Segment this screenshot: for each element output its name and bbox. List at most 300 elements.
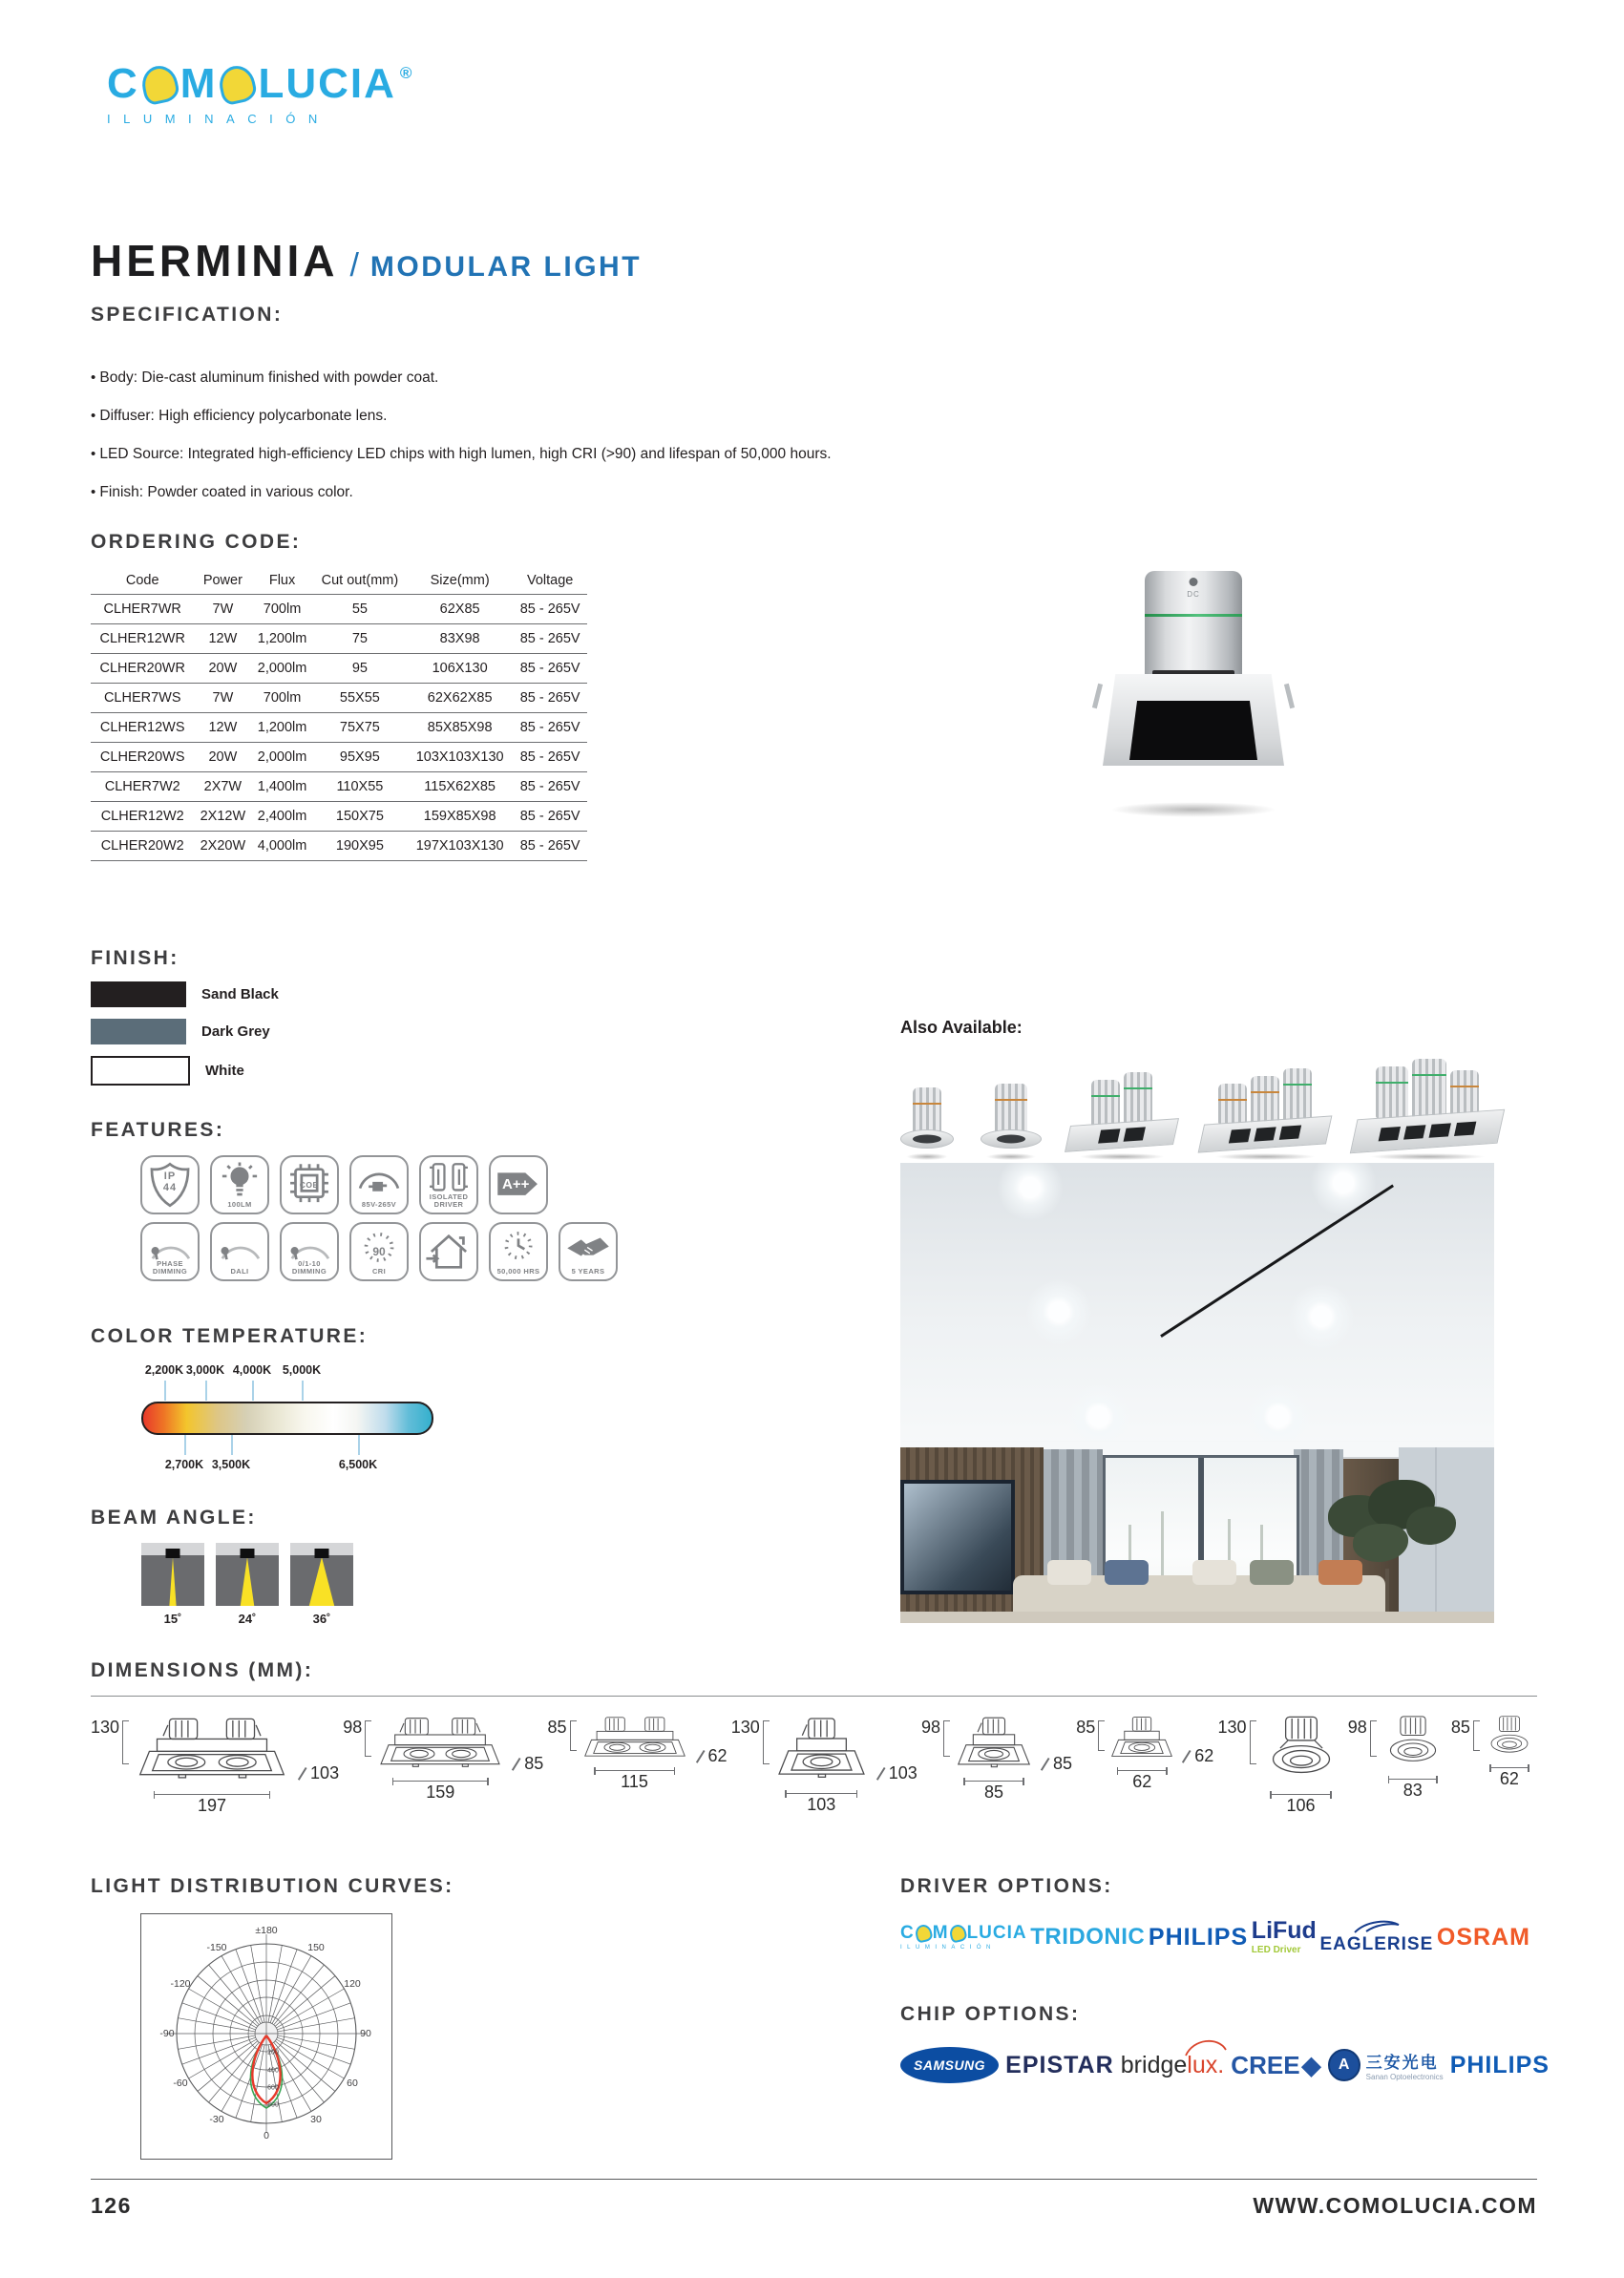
logo-o-icon xyxy=(948,1923,967,1943)
beam-angle-heading: BEAM ANGLE: xyxy=(91,1507,257,1529)
beam-angle-24 xyxy=(216,1543,279,1626)
height-bracket xyxy=(1098,1720,1105,1751)
finish-label: White xyxy=(205,1063,244,1079)
dim-width: 115 xyxy=(621,1772,648,1791)
height-bracket xyxy=(122,1720,129,1764)
thumb-shadow xyxy=(1079,1153,1165,1160)
dimensions-section xyxy=(91,1659,1537,1816)
feature-label: DALI xyxy=(230,1267,249,1276)
thumb-cylinder xyxy=(1283,1068,1312,1124)
thumb-cylinder xyxy=(995,1084,1027,1133)
cell-flux: 2,000lm xyxy=(251,743,313,772)
table-row xyxy=(91,743,587,772)
specification-heading: SPECIFICATION: xyxy=(91,304,284,326)
dimension-diagram-single-medium xyxy=(921,1714,1072,1803)
thumb-cylinder xyxy=(1091,1080,1120,1126)
cell-cutout: 190X95 xyxy=(313,832,407,861)
width-bracket xyxy=(1270,1794,1332,1795)
polar-grid xyxy=(148,1921,385,2152)
polar-ring-label: 800 xyxy=(267,2101,279,2109)
dimension-diagram-round-small xyxy=(1451,1714,1537,1789)
cell-power: 12W xyxy=(194,713,251,743)
beam-diagram xyxy=(216,1543,279,1606)
thumb-opening xyxy=(1429,1123,1451,1137)
product-marking: DC xyxy=(1187,590,1200,599)
dim-width: 197 xyxy=(198,1796,227,1815)
height-bracket xyxy=(570,1720,577,1751)
also-available-label: Also Available: xyxy=(900,1018,1023,1037)
fixture-drawing xyxy=(1107,1714,1177,1768)
table-row xyxy=(91,595,587,624)
width-bracket xyxy=(1489,1767,1529,1768)
cell-code: CLHER12WR xyxy=(91,624,194,654)
cell-code: CLHER7W2 xyxy=(91,772,194,802)
swatch-white xyxy=(91,1056,190,1086)
cell-power: 20W xyxy=(194,654,251,684)
cell-size: 106X130 xyxy=(407,654,513,684)
tridonic-logo: TRIDONIC xyxy=(1030,1924,1146,1950)
cell-power: 2X20W xyxy=(194,832,251,861)
thumb-opening xyxy=(1379,1127,1401,1141)
feature-label: COB xyxy=(299,1180,320,1190)
beam-angle-label: 15˚ xyxy=(163,1612,182,1626)
bridgelux-arc-icon xyxy=(1184,2036,1228,2057)
thumb-opening xyxy=(1229,1128,1251,1143)
fixture-drawing xyxy=(1258,1714,1344,1792)
product-screw xyxy=(1190,578,1198,586)
divider xyxy=(91,1696,1537,1697)
feature-label: 100LM xyxy=(227,1200,252,1209)
polar-ring-label: 400 xyxy=(267,2067,279,2075)
beam-cone xyxy=(290,1557,353,1606)
thumb-rect-trim xyxy=(1350,1109,1505,1154)
cct-tick xyxy=(184,1435,186,1455)
polar-angle-label: 30 xyxy=(310,2114,322,2125)
swatch-dark-grey xyxy=(91,1019,186,1044)
finish-option xyxy=(91,1019,279,1044)
fixture-drawing xyxy=(1482,1714,1537,1765)
cell-cutout: 75X75 xyxy=(313,713,407,743)
feature-phase-dimming xyxy=(140,1222,200,1281)
dimension-diagram-double-medium xyxy=(343,1714,543,1803)
depth-tick xyxy=(298,1767,306,1781)
width-bracket xyxy=(963,1781,1023,1782)
height-bracket xyxy=(365,1720,371,1757)
cell-code: CLHER7WS xyxy=(91,684,194,713)
polar-angle-label: 90 xyxy=(360,2028,371,2039)
polar-angle-label: 60 xyxy=(347,2078,358,2089)
logo-word: 三安光电 xyxy=(1365,2054,1439,2072)
feature-label: ISOLATED DRIVER xyxy=(429,1192,469,1209)
cree-diamond-icon: ◆ xyxy=(1301,2050,1321,2079)
light-distribution-heading: LIGHT DISTRIBUTION CURVES: xyxy=(91,1875,454,1897)
ordering-code-heading: ORDERING CODE: xyxy=(91,531,302,553)
height-bracket xyxy=(1370,1720,1377,1757)
feature-label: 5 YEARS xyxy=(571,1267,605,1276)
cct-tick xyxy=(205,1381,207,1401)
lifud-logo xyxy=(1252,1919,1317,1955)
cell-size: 83X98 xyxy=(407,624,513,654)
downlight-glow xyxy=(1024,1277,1093,1346)
spring-clip xyxy=(1092,684,1103,708)
dim-depth: 103 xyxy=(888,1763,917,1782)
cushion xyxy=(1047,1560,1091,1585)
dim-width: 103 xyxy=(807,1795,836,1814)
feature-label: PHASE DIMMING xyxy=(152,1259,188,1276)
table-row xyxy=(91,832,587,861)
beam-angle-label: 24˚ xyxy=(238,1612,257,1626)
col-voltage: Voltage xyxy=(513,567,587,595)
logo-letter: C xyxy=(107,60,139,107)
cell-power: 20W xyxy=(194,743,251,772)
swatch-sand-black xyxy=(91,981,186,1007)
plant-foliage xyxy=(1406,1507,1456,1545)
spec-item: • LED Source: Integrated high-efficiency LED chips with high lumen, high CRI (>90) and lifespan of 50,000 hours. xyxy=(91,435,950,474)
feature-warranty xyxy=(559,1222,618,1281)
dim-height: 85 xyxy=(1076,1718,1096,1737)
beam-angle-section xyxy=(91,1507,353,1626)
height-bracket xyxy=(1250,1720,1256,1764)
thumb-opening xyxy=(1124,1127,1146,1141)
feature-label: 0/1-10 DIMMING xyxy=(291,1259,327,1276)
plant-foliage xyxy=(1353,1524,1408,1562)
epistar-logo: EPISTAR xyxy=(1005,2051,1114,2078)
also-available-products xyxy=(900,1047,1511,1160)
cell-power: 2X7W xyxy=(194,772,251,802)
finish-label: Dark Grey xyxy=(201,1023,270,1040)
product-thumb-quad-module xyxy=(1355,1059,1500,1160)
feature-0-1-10-dimming xyxy=(280,1222,339,1281)
cct-label: 3,500K xyxy=(211,1458,251,1471)
logo-letter: M xyxy=(932,1923,949,1943)
application-photo xyxy=(900,1163,1494,1623)
cell-power: 12W xyxy=(194,624,251,654)
chip-options-heading: CHIP OPTIONS: xyxy=(900,2003,1081,2025)
table-row xyxy=(91,624,587,654)
table-header-row xyxy=(91,567,587,595)
fixture-drawing xyxy=(771,1714,872,1791)
feature-voltage xyxy=(349,1155,409,1214)
cell-flux: 700lm xyxy=(251,684,313,713)
dim-width: 62 xyxy=(1499,1769,1519,1788)
cell-flux: 700lm xyxy=(251,595,313,624)
cct-label: 5,000K xyxy=(282,1363,322,1377)
fixture-drawing xyxy=(131,1714,293,1792)
product-opening xyxy=(1129,701,1257,760)
dim-height: 98 xyxy=(1347,1718,1367,1737)
cct-tick xyxy=(231,1435,233,1455)
cct-tick xyxy=(252,1381,254,1401)
dim-height: 130 xyxy=(730,1718,760,1737)
cell-voltage: 85 - 265V xyxy=(513,595,587,624)
feature-label: 50,000 HRS xyxy=(496,1267,540,1276)
beam-angle-15 xyxy=(141,1543,204,1626)
thumb-cylinder xyxy=(913,1087,941,1133)
cell-voltage: 85 - 265V xyxy=(513,832,587,861)
polar-angle-label: 150 xyxy=(307,1942,325,1953)
beam-diagram xyxy=(141,1543,204,1606)
thumb-shadow xyxy=(1369,1153,1486,1160)
thumb-round-trim xyxy=(981,1129,1042,1149)
ceiling xyxy=(900,1163,1494,1449)
cct-tick xyxy=(358,1435,360,1455)
logo-letter: M xyxy=(179,60,218,107)
logo-tagline: Sanan Optoelectronics xyxy=(1365,2073,1444,2081)
fixture-drawing xyxy=(579,1714,691,1768)
spec-item: • Finish: Powder coated in various color. xyxy=(91,474,950,512)
logo-word-accent: lux. xyxy=(1187,2051,1225,2078)
cell-size: 197X103X130 xyxy=(407,832,513,861)
cct-label: 6,500K xyxy=(338,1458,378,1471)
feature-sublabel: CRI xyxy=(371,1267,387,1276)
ordering-code-section xyxy=(91,531,587,861)
width-bracket xyxy=(1388,1779,1438,1780)
cell-flux: 4,000lm xyxy=(251,832,313,861)
col-size: Size(mm) xyxy=(407,567,513,595)
depth-tick xyxy=(512,1758,520,1771)
table-row xyxy=(91,684,587,713)
thumb-shadow xyxy=(906,1153,949,1160)
finish-option xyxy=(91,1056,279,1086)
features-row-2 xyxy=(140,1222,618,1281)
samsung-logo: SAMSUNG xyxy=(900,2047,999,2083)
polar-angle-label: -90 xyxy=(159,2028,175,2039)
cct-label: 3,000K xyxy=(185,1363,225,1377)
thumb-opening xyxy=(1279,1126,1301,1140)
logo-letter: C xyxy=(900,1923,915,1943)
cell-cutout: 95 xyxy=(313,654,407,684)
downlight-glow xyxy=(1287,1282,1356,1351)
feature-cob xyxy=(280,1155,339,1214)
dim-width: 106 xyxy=(1286,1796,1316,1815)
cct-tick xyxy=(164,1381,166,1401)
width-bracket xyxy=(785,1793,857,1794)
polar-angle-label: 120 xyxy=(344,1978,361,1990)
thumb-opening xyxy=(1454,1122,1476,1136)
dimension-diagram-round-large xyxy=(1217,1714,1343,1816)
brand-logo xyxy=(107,60,414,126)
polar-chart xyxy=(140,1913,392,2160)
dim-height: 130 xyxy=(91,1718,120,1737)
cell-flux: 1,200lm xyxy=(251,624,313,654)
height-bracket xyxy=(1473,1720,1480,1751)
logo-word: EAGLERISE xyxy=(1319,1934,1434,1954)
width-bracket xyxy=(154,1794,270,1795)
cell-cutout: 55 xyxy=(313,595,407,624)
width-bracket xyxy=(392,1781,489,1782)
col-power: Power xyxy=(194,567,251,595)
cell-code: CLHER12W2 xyxy=(91,802,194,832)
col-cutout: Cut out(mm) xyxy=(313,567,407,595)
product-name: HERMINIA xyxy=(91,236,339,285)
product-thumb-round-single xyxy=(981,1084,1042,1160)
cell-flux: 2,400lm xyxy=(251,802,313,832)
thumb-shadow xyxy=(986,1153,1035,1160)
product-thumb-round-single xyxy=(900,1087,954,1160)
eagle-swoosh-icon xyxy=(1351,1919,1403,1934)
cell-voltage: 85 - 265V xyxy=(513,624,587,654)
logo-o-icon xyxy=(138,62,180,106)
also-available-section xyxy=(900,1018,1511,1160)
depth-tick xyxy=(1041,1758,1049,1771)
fixture-drawing xyxy=(952,1714,1036,1779)
thumb-cylinder xyxy=(1412,1059,1446,1118)
thumb-shadow xyxy=(1214,1153,1316,1160)
depth-tick xyxy=(876,1767,885,1781)
dim-height: 98 xyxy=(343,1718,363,1737)
polar-ring-label: 200 xyxy=(267,2049,279,2057)
cell-cutout: 110X55 xyxy=(313,772,407,802)
table-row xyxy=(91,713,587,743)
thumb-opening xyxy=(1098,1128,1120,1143)
spec-item: • Diffuser: High efficiency polycarbonate lens. xyxy=(91,397,950,435)
brand-tagline: ILUMINACIÓN xyxy=(107,112,330,126)
cct-label: 4,000K xyxy=(232,1363,272,1377)
dim-depth: 85 xyxy=(524,1754,544,1773)
page-number: 126 xyxy=(91,2193,132,2218)
cell-voltage: 85 - 265V xyxy=(513,684,587,713)
cell-voltage: 85 - 265V xyxy=(513,654,587,684)
finish-heading: FINISH: xyxy=(91,947,179,969)
dim-depth: 103 xyxy=(310,1763,340,1782)
polar-angle-label: -120 xyxy=(170,1978,191,1990)
thumb-cylinder xyxy=(1251,1076,1279,1124)
beam-cone xyxy=(216,1557,279,1606)
table-row xyxy=(91,772,587,802)
col-flux: Flux xyxy=(251,567,313,595)
beam-diagram xyxy=(290,1543,353,1606)
chip-options-section xyxy=(900,2003,1550,2083)
feature-energy-class xyxy=(489,1155,548,1214)
cell-voltage: 85 - 265V xyxy=(513,743,587,772)
cell-flux: 1,200lm xyxy=(251,713,313,743)
brand-wordmark xyxy=(107,60,414,107)
cushion xyxy=(1318,1560,1362,1585)
dim-height: 130 xyxy=(1217,1718,1247,1737)
driver-options-section xyxy=(900,1875,1530,1955)
thumb-rect-trim xyxy=(1065,1118,1179,1152)
cell-cutout: 150X75 xyxy=(313,802,407,832)
comolucia-logo xyxy=(900,1924,1027,1951)
dimensions-heading: DIMENSIONS (MM): xyxy=(91,1659,314,1681)
cell-cutout: 95X95 xyxy=(313,743,407,772)
polar-angle-label: -60 xyxy=(173,2078,188,2089)
polar-angle-label: ±180 xyxy=(255,1925,278,1936)
product-thumb-double-module xyxy=(1068,1072,1175,1160)
feature-ip44 xyxy=(140,1155,200,1214)
dim-height: 98 xyxy=(921,1718,941,1737)
product-thumb-triple-module xyxy=(1202,1068,1328,1160)
driver-options-heading: DRIVER OPTIONS: xyxy=(900,1875,1113,1897)
beam-cone xyxy=(141,1557,204,1606)
cell-code: CLHER12WS xyxy=(91,713,194,743)
color-temperature-heading: COLOR TEMPERATURE: xyxy=(91,1325,369,1347)
feature-label: A++ xyxy=(502,1176,530,1192)
eaglerise-logo xyxy=(1319,1919,1433,1955)
cct-top-labels xyxy=(91,1363,492,1381)
logo-word: bridge xyxy=(1120,2051,1188,2078)
finish-label: Sand Black xyxy=(201,986,279,1002)
polar-ring-label: 600 xyxy=(267,2084,279,2092)
page-footer xyxy=(91,2179,1537,2219)
feature-dali xyxy=(210,1222,269,1281)
dim-width: 83 xyxy=(1403,1781,1423,1800)
fixture xyxy=(241,1549,255,1558)
light-distribution-section xyxy=(91,1875,454,2160)
spec-item: • Body: Die-cast aluminum finished with powder coat. xyxy=(91,359,950,397)
table-row xyxy=(91,654,587,684)
registered-mark: ® xyxy=(399,63,414,82)
logo-letter: LUCIA xyxy=(258,60,396,107)
beam-angle-36 xyxy=(290,1543,353,1626)
cell-voltage: 85 - 265V xyxy=(513,713,587,743)
depth-tick xyxy=(695,1750,704,1763)
philips-logo: PHILIPS xyxy=(1148,1923,1249,1951)
feature-label: 90 xyxy=(372,1245,386,1258)
cell-code: CLHER20WR xyxy=(91,654,194,684)
feature-indoor xyxy=(419,1222,478,1281)
finish-option xyxy=(91,981,279,1007)
dimension-diagram-single-small xyxy=(1076,1714,1213,1792)
table-row xyxy=(91,802,587,832)
logo-letter: LUCIA xyxy=(966,1923,1027,1943)
dimension-diagram-double-small xyxy=(548,1714,728,1792)
cell-power: 7W xyxy=(194,684,251,713)
cct-bottom-labels xyxy=(91,1435,492,1473)
website-url: WWW.COMOLUCIA.COM xyxy=(1253,2193,1537,2218)
height-bracket xyxy=(943,1720,950,1757)
floor xyxy=(900,1612,1494,1623)
sanan-logo xyxy=(1328,2049,1444,2081)
cell-size: 159X85X98 xyxy=(407,802,513,832)
cell-power: 7W xyxy=(194,595,251,624)
bridgelux-logo xyxy=(1121,2052,1224,2079)
cct-gradient-bar xyxy=(141,1402,433,1435)
specification-section xyxy=(91,304,950,512)
cell-code: CLHER20W2 xyxy=(91,832,194,861)
logo-word: CREE xyxy=(1231,2050,1300,2079)
height-bracket xyxy=(763,1720,770,1764)
logo-tagline: LED Driver xyxy=(1251,1945,1301,1955)
cell-size: 103X103X130 xyxy=(407,743,513,772)
cell-code: CLHER7WR xyxy=(91,595,194,624)
cell-flux: 1,400lm xyxy=(251,772,313,802)
fixture-drawing xyxy=(373,1714,507,1779)
feature-lifespan xyxy=(489,1222,548,1281)
dimension-diagram-single-large xyxy=(731,1714,917,1815)
logo-word: LiFud xyxy=(1251,1917,1317,1944)
cushion xyxy=(1105,1560,1149,1585)
chip-logos xyxy=(900,2047,1550,2083)
feature-label: 85V-265V xyxy=(361,1200,397,1209)
dim-height: 85 xyxy=(1450,1718,1470,1737)
dim-width: 85 xyxy=(984,1782,1004,1802)
hero-product-image xyxy=(1103,571,1284,817)
fixture-drawing xyxy=(1379,1714,1447,1777)
page-title xyxy=(91,235,642,286)
spring-clip xyxy=(1284,684,1295,708)
dim-depth: 62 xyxy=(1194,1746,1214,1765)
dim-height: 85 xyxy=(547,1718,567,1737)
features-section xyxy=(91,1119,618,1289)
polar-angle-label: -150 xyxy=(206,1942,227,1953)
thumb-cylinder xyxy=(1376,1066,1408,1118)
fixture xyxy=(315,1549,329,1558)
cell-flux: 2,000lm xyxy=(251,654,313,684)
cct-label: 2,700K xyxy=(164,1458,204,1471)
dimension-diagram-double-large xyxy=(91,1714,339,1816)
dim-depth: 62 xyxy=(707,1746,728,1765)
